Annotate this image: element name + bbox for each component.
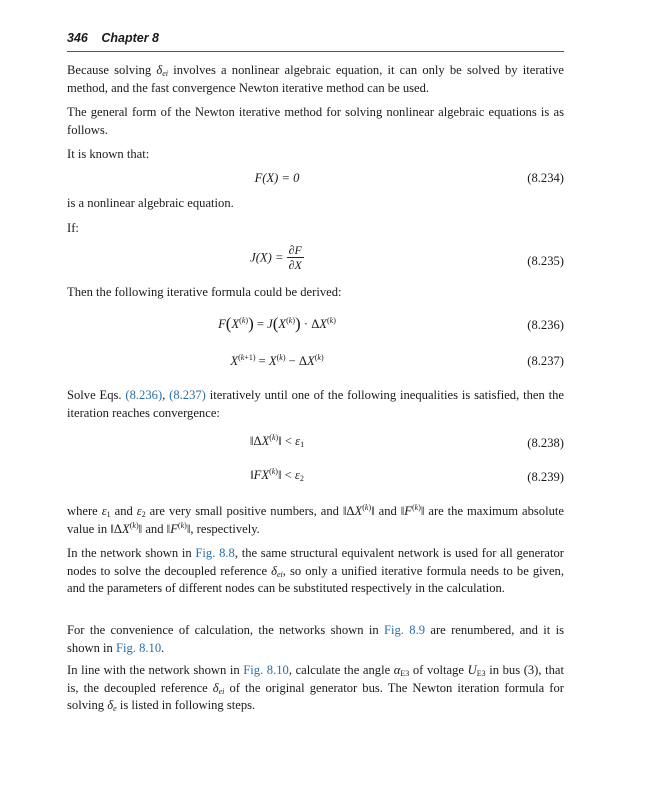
chapter-title: Chapter 8 xyxy=(101,31,159,45)
fig-link-8-10-b[interactable]: Fig. 8.10 xyxy=(243,663,289,677)
denominator: ∂X xyxy=(288,258,302,272)
equation-expression: F(X) = 0 xyxy=(254,171,300,185)
equation-8-239 xyxy=(67,468,564,490)
equation-expression: $F(X^{(k)}) = J(X^{(k)}) \cdot \Delta X^{(k)}$ xyxy=(218,314,336,333)
paragraph-6: Then the following iterative formula could be derived: xyxy=(67,285,342,299)
equation-number: (8.238) xyxy=(527,436,564,450)
paragraph-2: The general form of the Newton iterative method for solving nonlinear algebraic equations is as follows. xyxy=(67,105,564,137)
equation-expression: J(X) = xyxy=(250,250,284,265)
paragraph-11: In line with the network shown in Fig. 8.10, calculate the angle $\alpha_{E3}$ of voltage $U_{E3}$ in bus (3), that is, the decoupled reference $\delta_{ei}$ of the original generator bus. The Newton iteration formula for solving $\delta_e$ is listed in following steps. xyxy=(67,663,564,713)
fig-link-8-9[interactable]: Fig. 8.9 xyxy=(384,623,426,637)
text: involves a nonlinear algebraic equation, it can only be solved by iterative method, and the fast convergence Newton iterative method can be used. xyxy=(67,63,565,95)
equation-number: (8.234) xyxy=(527,171,564,185)
equation-8-234 xyxy=(67,171,564,193)
paragraph-4: is a nonlinear algebraic equation. xyxy=(67,196,234,210)
subscript: ei xyxy=(162,69,169,78)
paragraph-9: In the network shown in Fig. 8.8, the same structural equivalent network is used for all generator nodes to solve the decoupled reference $\delta_{ei}$, so only a unified iterative formula needs to be given, and the parameters of different nodes can be substituted respectively in the calculation. xyxy=(67,546,565,595)
equation-expression: $X^{(k+1)} = X^{(k)} - \Delta X^{(k)}$ xyxy=(230,353,324,368)
equation-number: (8.237) xyxy=(527,354,564,368)
symbol-delta: δ xyxy=(156,63,163,77)
paragraph-5: If: xyxy=(67,221,79,235)
eq-link-8-236[interactable]: (8.236) xyxy=(125,388,163,402)
equation-8-238 xyxy=(67,434,564,456)
paragraph-7 xyxy=(67,387,564,422)
paragraph-1 xyxy=(67,62,564,97)
equation-number: (8.236) xyxy=(527,318,564,332)
equation-8-237 xyxy=(67,354,564,376)
fig-link-8-8[interactable]: Fig. 8.8 xyxy=(195,546,235,560)
fraction xyxy=(287,244,304,272)
fig-link-8-10[interactable]: Fig. 8.10 xyxy=(115,640,162,655)
paragraph-3: It is known that: xyxy=(67,147,150,161)
text: iteratively until one of the following inequalities is satisfied, then the iteration reaches convergence: xyxy=(67,388,564,420)
equation-expression: $‖FX^{(k)}‖ < \varepsilon_2$ xyxy=(250,467,304,483)
text: , xyxy=(162,388,170,402)
equation-8-236 xyxy=(67,314,564,336)
running-header xyxy=(67,31,564,52)
paragraph-10: For the convenience of calculation, the networks shown in Fig. 8.9 are renumbered, and it is shown in Fig. 8.10. xyxy=(67,623,564,655)
numerator: ∂F xyxy=(288,243,302,257)
text: Solve Eqs. xyxy=(67,388,126,402)
text: Because solving xyxy=(67,63,157,77)
equation-expression: $‖\Delta X^{(k)}‖ < \varepsilon_1$ xyxy=(249,433,305,449)
page-number: 346 xyxy=(67,31,88,45)
paragraph-8: where $\varepsilon_1$ and $\varepsilon_2$ are very small positive numbers, and ‖ΔX$^{(k)}$‖ and $‖F^{(k)}‖$ are the maximum absolute value in ‖ΔX$^{(k)}$‖ and $‖F^{(k)}‖$, respectively. xyxy=(67,503,564,536)
equation-number: (8.239) xyxy=(527,470,564,484)
equation-8-235 xyxy=(67,244,564,280)
equation-number: (8.235) xyxy=(527,254,564,268)
eq-link-8-237[interactable]: (8.237) xyxy=(169,388,206,402)
